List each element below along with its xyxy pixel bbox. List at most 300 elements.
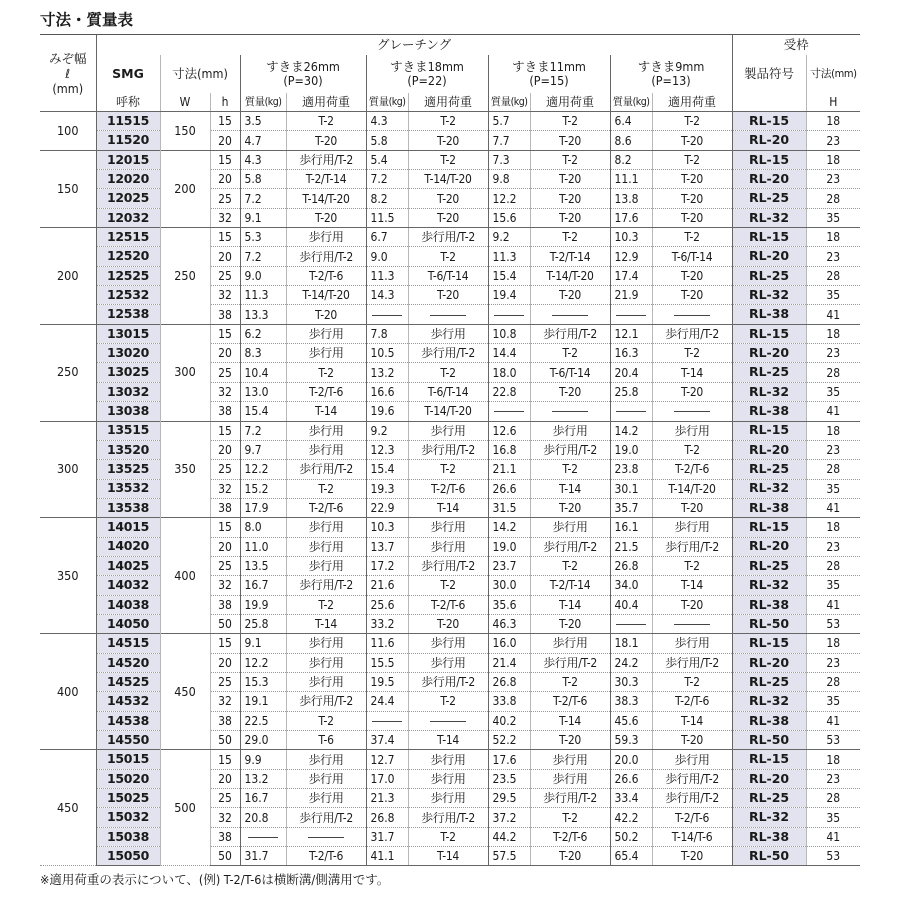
mass-cell [366, 305, 408, 324]
load-cell: 歩行用 [286, 769, 366, 788]
load-cell: 歩行用/T-2 [408, 556, 488, 575]
product-name-cell: 13538 [96, 498, 160, 517]
mass-cell: 16.7 [240, 576, 286, 595]
grating-header: グレーチング [96, 35, 732, 56]
load-cell: T-2 [652, 112, 732, 131]
load-cell: 歩行用 [652, 634, 732, 653]
groove-width-cell: 350 [40, 518, 96, 634]
load-cell: T-2 [652, 228, 732, 247]
mass-cell: 9.0 [240, 266, 286, 285]
frame-code-cell: RL-38 [732, 402, 806, 421]
load-cell: T-14 [408, 847, 488, 866]
mass-cell: 12.9 [610, 247, 652, 266]
height-cell: 32 [210, 286, 240, 305]
mass-cell: 17.0 [366, 769, 408, 788]
mass-cell: 19.4 [488, 286, 530, 305]
mass-cell [610, 402, 652, 421]
load-cell: T-2 [530, 556, 610, 575]
table-row [40, 150, 860, 169]
frame-height-cell: 35 [806, 808, 860, 827]
not-available-dash [494, 411, 524, 412]
mass-cell: 18.0 [488, 363, 530, 382]
load-cell: T-20 [530, 131, 610, 150]
frame-code-cell: RL-32 [732, 479, 806, 498]
load-cell: T-20 [652, 266, 732, 285]
mass-cell: 9.1 [240, 208, 286, 227]
load-cell: T-2 [530, 112, 610, 131]
product-name-cell: 14532 [96, 692, 160, 711]
not-available-dash [674, 411, 710, 412]
mass-cell: 10.4 [240, 363, 286, 382]
mass-cell: 15.4 [240, 402, 286, 421]
mass-cell: 5.4 [366, 150, 408, 169]
not-available-dash [674, 624, 710, 625]
mass-cell: 37.2 [488, 808, 530, 827]
mass-cell: 19.6 [366, 402, 408, 421]
mass-cell: 7.2 [366, 170, 408, 189]
load-cell: 歩行用 [530, 518, 610, 537]
mass-cell: 25.8 [240, 614, 286, 633]
gap9-label: すきま9mm [637, 58, 705, 74]
mass-cell: 7.2 [240, 247, 286, 266]
frame-code-cell: RL-15 [732, 750, 806, 769]
product-name-cell: 12025 [96, 189, 160, 208]
load-cell: T-2 [530, 808, 610, 827]
groove-width-cell: 300 [40, 421, 96, 518]
mass-cell: 7.2 [240, 421, 286, 440]
product-name-cell: 14538 [96, 711, 160, 730]
load-cell: 歩行用 [652, 421, 732, 440]
mass-cell: 16.8 [488, 440, 530, 459]
frame-code-cell: RL-50 [732, 614, 806, 633]
load-cell: T-20 [530, 189, 610, 208]
load-cell: 歩行用/T-2 [408, 440, 488, 459]
mass-cell: 25.8 [610, 382, 652, 401]
load-cell: T-20 [652, 208, 732, 227]
frame-code-cell: RL-20 [732, 344, 806, 363]
product-name-cell: 12032 [96, 208, 160, 227]
frame-height-cell: 18 [806, 421, 860, 440]
frame-code-cell: RL-20 [732, 247, 806, 266]
height-cell: 20 [210, 344, 240, 363]
load-cell: 歩行用 [286, 750, 366, 769]
mass-cell: 30.3 [610, 672, 652, 691]
load-cell: T-20 [530, 170, 610, 189]
load-cell: 歩行用 [408, 653, 488, 672]
load-cell: T-14/T-20 [286, 189, 366, 208]
mass-cell: 12.2 [488, 189, 530, 208]
height-cell: 38 [210, 595, 240, 614]
product-name-cell: 12532 [96, 286, 160, 305]
load-cell: T-14 [530, 711, 610, 730]
load-cell: T-20 [652, 731, 732, 750]
mass-cell: 10.8 [488, 324, 530, 343]
product-name-cell: 13025 [96, 363, 160, 382]
load-cell: T-6 [286, 731, 366, 750]
mass-cell: 13.0 [240, 382, 286, 401]
load-cell: T-2 [652, 556, 732, 575]
load-cell: 歩行用 [530, 634, 610, 653]
load-cell [530, 402, 610, 421]
load-cell: T-2 [530, 344, 610, 363]
table-row [40, 518, 860, 537]
mass-cell: 19.3 [366, 479, 408, 498]
product-name-cell: 14025 [96, 556, 160, 575]
load-cell [408, 305, 488, 324]
mass-cell: 12.3 [366, 440, 408, 459]
frame-code-cell: RL-50 [732, 847, 806, 866]
load-cell: T-20 [530, 847, 610, 866]
mass-cell: 20.4 [610, 363, 652, 382]
mass-cell: 7.7 [488, 131, 530, 150]
load-cell: 歩行用/T-2 [408, 344, 488, 363]
frame-height-cell: 35 [806, 576, 860, 595]
mass-cell: 11.6 [366, 634, 408, 653]
mass-cell: 19.5 [366, 672, 408, 691]
load-cell: T-2/T-14 [530, 576, 610, 595]
load-cell: 歩行用 [286, 324, 366, 343]
mass-cell: 9.0 [366, 247, 408, 266]
height-cell: 25 [210, 266, 240, 285]
load-cell: T-20 [652, 595, 732, 614]
mass-cell: 14.2 [610, 421, 652, 440]
frame-height-cell: 28 [806, 789, 860, 808]
frame-height-cell: 18 [806, 112, 860, 131]
frame-dim-header: 寸法(mm) [806, 55, 860, 93]
mass-cell: 21.1 [488, 460, 530, 479]
frame-code-cell: RL-20 [732, 537, 806, 556]
load-cell: 歩行用 [408, 769, 488, 788]
load-cell: T-2/T-6 [286, 847, 366, 866]
load-cell: T-20 [530, 208, 610, 227]
not-available-dash [552, 411, 588, 412]
mass-cell: 6.4 [610, 112, 652, 131]
mass-cell: 15.2 [240, 479, 286, 498]
frame-height-cell: 28 [806, 672, 860, 691]
mass-cell: 41.1 [366, 847, 408, 866]
gap9-header [610, 55, 732, 93]
groove-width-cell: 200 [40, 228, 96, 325]
product-name-cell: 13520 [96, 440, 160, 459]
width-cell: 350 [160, 421, 210, 518]
product-name-cell: 14032 [96, 576, 160, 595]
frame-height-cell: 41 [806, 498, 860, 517]
mass-cell: 17.4 [610, 266, 652, 285]
mass-cell: 13.5 [240, 556, 286, 575]
load-cell: T-2 [530, 672, 610, 691]
not-available-dash [552, 315, 588, 316]
frame-code-cell: RL-32 [732, 576, 806, 595]
frame-height-cell: 53 [806, 614, 860, 633]
load-cell: T-2/T-6 [408, 595, 488, 614]
load-cell: 歩行用 [530, 769, 610, 788]
load-cell: T-2/T-6 [530, 827, 610, 846]
load-cell: T-2 [530, 460, 610, 479]
load-cell: T-2 [408, 460, 488, 479]
table-body [40, 112, 860, 866]
gap11-header [488, 55, 610, 93]
load-cell: 歩行用 [286, 537, 366, 556]
height-cell: 38 [210, 305, 240, 324]
groove-width-label: みぞ幅 [48, 50, 87, 66]
mass-cell: 24.2 [610, 653, 652, 672]
groove-width-cell: 150 [40, 150, 96, 227]
table-row [40, 750, 860, 769]
product-name-cell: 13015 [96, 324, 160, 343]
load-cell: 歩行用 [286, 228, 366, 247]
frame-height-cell: 23 [806, 537, 860, 556]
frame-height-cell: 28 [806, 189, 860, 208]
frame-height-cell: 18 [806, 634, 860, 653]
product-name-cell: 15015 [96, 750, 160, 769]
height-cell: 50 [210, 614, 240, 633]
not-available-dash [372, 315, 402, 316]
mass-cell: 38.3 [610, 692, 652, 711]
groove-width-cell: 250 [40, 324, 96, 421]
load-cell: 歩行用 [286, 556, 366, 575]
load-cell: T-14/T-20 [530, 266, 610, 285]
load-cell: T-20 [652, 847, 732, 866]
load-cell: T-14 [530, 479, 610, 498]
product-name-cell: 15020 [96, 769, 160, 788]
width-cell: 450 [160, 634, 210, 750]
load-cell: T-14 [530, 595, 610, 614]
frame-height-cell: 35 [806, 286, 860, 305]
gap26-header [240, 55, 366, 93]
load-cell: T-20 [652, 131, 732, 150]
load-cell: T-2 [286, 711, 366, 730]
groove-width-cell: 100 [40, 112, 96, 151]
product-name-cell: 12538 [96, 305, 160, 324]
mass-cell: 16.6 [366, 382, 408, 401]
mass-cell: 17.6 [610, 208, 652, 227]
load-cell [652, 305, 732, 324]
load-cell: 歩行用 [652, 750, 732, 769]
mass-cell: 13.7 [366, 537, 408, 556]
load-cell: T-2 [408, 576, 488, 595]
product-name-cell: 13020 [96, 344, 160, 363]
height-cell: 15 [210, 750, 240, 769]
load-cell: T-6/T-14 [408, 382, 488, 401]
product-name-cell: 12525 [96, 266, 160, 285]
width-cell: 200 [160, 150, 210, 227]
load-cell: T-2 [286, 479, 366, 498]
mass-cell: 5.8 [240, 170, 286, 189]
frame-height-cell: 18 [806, 324, 860, 343]
mass-cell: 20.0 [610, 750, 652, 769]
product-code-header: 製品符号 [732, 55, 806, 93]
load-cell: 歩行用 [286, 421, 366, 440]
height-cell: 25 [210, 189, 240, 208]
mass-cell: 59.3 [610, 731, 652, 750]
mass-cell: 35.6 [488, 595, 530, 614]
load-cell: 歩行用/T-2 [286, 692, 366, 711]
frame-code-cell: RL-25 [732, 672, 806, 691]
frame-code-cell: RL-25 [732, 266, 806, 285]
mass-cell: 11.1 [610, 170, 652, 189]
load-cell: T-20 [408, 286, 488, 305]
load-cell: 歩行用 [408, 421, 488, 440]
height-cell: 20 [210, 440, 240, 459]
product-name-cell: 14038 [96, 595, 160, 614]
not-available-dash [372, 721, 402, 722]
frame-height-cell: 53 [806, 847, 860, 866]
frame-height-cell: 41 [806, 595, 860, 614]
frame-code-cell: RL-32 [732, 382, 806, 401]
frame-code-cell: RL-20 [732, 170, 806, 189]
mass-cell: 31.7 [240, 847, 286, 866]
load-cell: 歩行用/T-2 [530, 537, 610, 556]
load-cell: T-2 [408, 692, 488, 711]
product-name-cell: 12520 [96, 247, 160, 266]
mass-cell: 10.3 [366, 518, 408, 537]
frame-height-cell: 18 [806, 228, 860, 247]
height-cell: 15 [210, 324, 240, 343]
mass-cell: 26.6 [610, 769, 652, 788]
load-cell [652, 614, 732, 633]
product-name-cell: 14515 [96, 634, 160, 653]
product-name-cell: 15038 [96, 827, 160, 846]
load-cell: T-14/T-20 [408, 170, 488, 189]
frame-height-cell: 23 [806, 440, 860, 459]
mass-cell: 37.4 [366, 731, 408, 750]
load-cell: T-2/T-6 [286, 498, 366, 517]
mass-cell: 65.4 [610, 847, 652, 866]
load-cell: 歩行用 [286, 440, 366, 459]
groove-width-header [40, 35, 96, 112]
product-name-cell: 15032 [96, 808, 160, 827]
load-cell: T-14/T-20 [652, 479, 732, 498]
load-cell [530, 305, 610, 324]
load-cell: 歩行用 [408, 750, 488, 769]
load-cell: T-20 [652, 286, 732, 305]
mass-cell: 7.2 [240, 189, 286, 208]
load-cell: T-6/T-14 [652, 247, 732, 266]
load-cell: 歩行用 [408, 537, 488, 556]
page-title: 寸法・質量表 [40, 11, 134, 29]
mass-cell: 33.2 [366, 614, 408, 633]
mass-cell: 23.5 [488, 769, 530, 788]
product-name-cell: 14525 [96, 672, 160, 691]
mass-cell: 31.5 [488, 498, 530, 517]
frame-code-cell: RL-20 [732, 769, 806, 788]
height-cell: 15 [210, 228, 240, 247]
mass-cell: 25.6 [366, 595, 408, 614]
height-cell: 20 [210, 170, 240, 189]
mass-cell: 14.3 [366, 286, 408, 305]
height-cell: 20 [210, 653, 240, 672]
mass-cell: 5.7 [488, 112, 530, 131]
table-row [40, 324, 860, 343]
mass-cell [488, 402, 530, 421]
mass-cell: 8.0 [240, 518, 286, 537]
frame-code-cell: RL-32 [732, 208, 806, 227]
frame-height-cell: 53 [806, 731, 860, 750]
mass-header: 質量(kg) [366, 93, 408, 112]
load-cell: T-14 [408, 731, 488, 750]
load-cell: T-2 [408, 112, 488, 131]
mass-cell [240, 827, 286, 846]
frame-code-cell: RL-15 [732, 324, 806, 343]
mass-cell: 8.2 [366, 189, 408, 208]
frame-code-cell: RL-20 [732, 131, 806, 150]
load-cell: 歩行用/T-2 [286, 247, 366, 266]
groove-width-cell: 450 [40, 750, 96, 866]
not-available-dash [248, 837, 278, 838]
mass-cell: 9.7 [240, 440, 286, 459]
load-cell: 歩行用 [408, 324, 488, 343]
load-cell: T-2 [286, 112, 366, 131]
frame-height-cell: 28 [806, 556, 860, 575]
width-cell: 250 [160, 228, 210, 325]
frame-height-cell: 35 [806, 479, 860, 498]
load-cell: T-20 [408, 208, 488, 227]
mass-cell: 23.7 [488, 556, 530, 575]
load-cell: T-14/T-20 [408, 402, 488, 421]
mass-cell: 11.5 [366, 208, 408, 227]
frame-code-cell: RL-38 [732, 498, 806, 517]
load-cell: 歩行用 [286, 789, 366, 808]
height-cell: 32 [210, 576, 240, 595]
mass-cell: 30.1 [610, 479, 652, 498]
height-cell: 15 [210, 518, 240, 537]
mass-cell: 23.8 [610, 460, 652, 479]
load-cell: T-2 [286, 363, 366, 382]
frame-code-cell: RL-25 [732, 363, 806, 382]
mass-cell: 6.2 [240, 324, 286, 343]
mm-unit: (mm) [52, 80, 84, 96]
frame-height-cell: 23 [806, 247, 860, 266]
product-name-cell: 13038 [96, 402, 160, 421]
load-cell: 歩行用/T-2 [408, 672, 488, 691]
frame-code-cell: RL-20 [732, 440, 806, 459]
mass-cell: 42.2 [610, 808, 652, 827]
mass-cell: 11.3 [366, 266, 408, 285]
mass-cell [488, 305, 530, 324]
load-cell: T-20 [652, 170, 732, 189]
load-cell: T-14 [286, 614, 366, 633]
height-cell: 32 [210, 382, 240, 401]
mass-cell: 13.2 [240, 769, 286, 788]
load-cell: 歩行用/T-2 [286, 460, 366, 479]
mass-cell: 9.8 [488, 170, 530, 189]
frame-height-cell: 18 [806, 750, 860, 769]
height-cell: 20 [210, 769, 240, 788]
mass-cell: 14.2 [488, 518, 530, 537]
table-row [40, 634, 860, 653]
load-cell: T-2 [530, 150, 610, 169]
mass-cell: 11.3 [240, 286, 286, 305]
ell-symbol: ℓ [65, 65, 71, 81]
height-cell: 38 [210, 827, 240, 846]
mass-cell: 21.6 [366, 576, 408, 595]
footnote: ※適用荷重の表示について、(例) T-2/T-6は横断溝/側溝用です。 [40, 872, 390, 887]
mass-cell: 57.5 [488, 847, 530, 866]
load-cell: T-20 [652, 498, 732, 517]
mass-cell: 26.8 [366, 808, 408, 827]
mass-cell: 8.3 [240, 344, 286, 363]
frame-height-cell: 23 [806, 131, 860, 150]
load-cell: T-14/T-6 [652, 827, 732, 846]
frame-code-cell: RL-15 [732, 150, 806, 169]
frame-code-cell: RL-25 [732, 556, 806, 575]
load-cell: T-20 [286, 131, 366, 150]
mass-cell: 26.8 [488, 672, 530, 691]
load-cell: 歩行用/T-2 [408, 808, 488, 827]
product-name-cell: 13532 [96, 479, 160, 498]
gap18-pitch: (P=22) [407, 73, 447, 88]
frame-code-cell: RL-15 [732, 421, 806, 440]
